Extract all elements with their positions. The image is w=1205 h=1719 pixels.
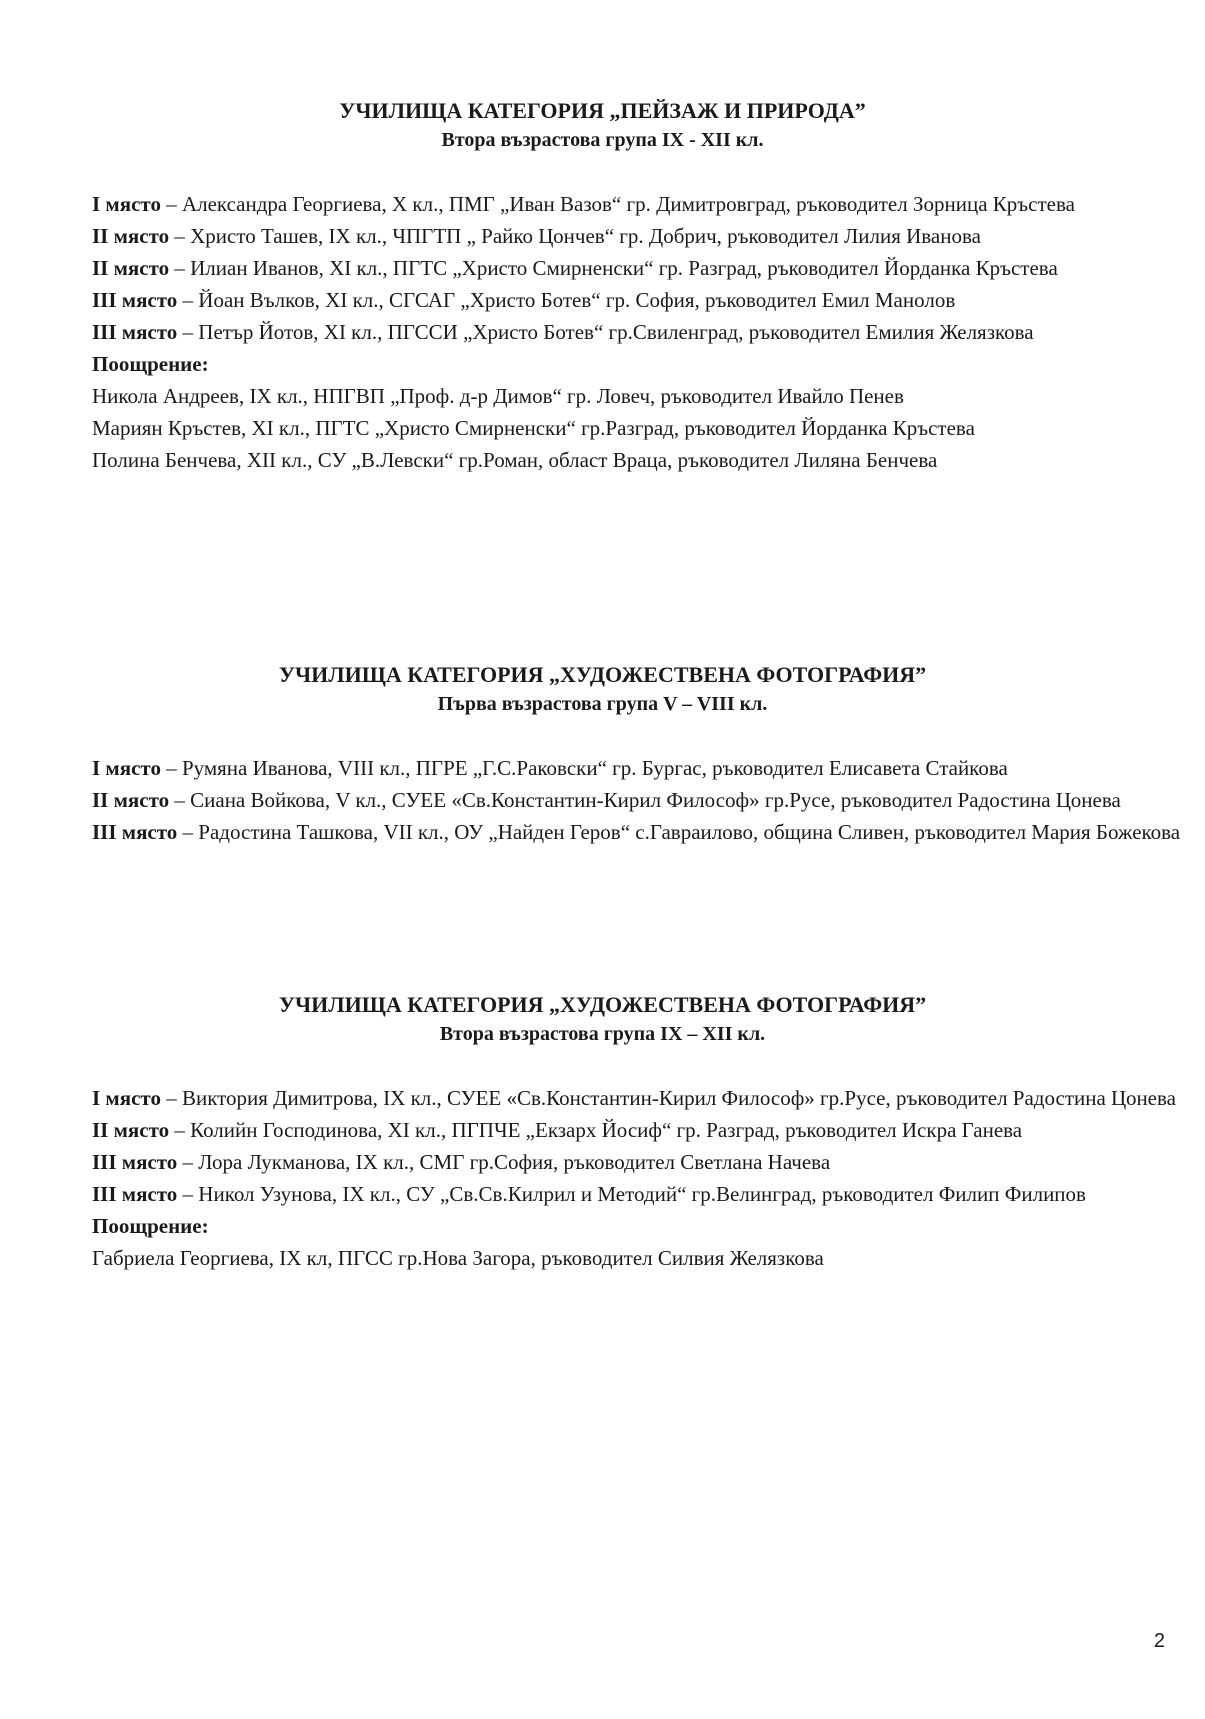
section-heading [0, 96, 1205, 154]
award-text: – Александра Георгиева, X кл., ПМГ „Иван Вазов“ гр. Димитровград, ръководител Зорница Кръстева [160, 192, 1075, 216]
award-entry [92, 1082, 1182, 1114]
award-text: – Лора Лукманова, IX кл., СМГ гр.София, ръководител Светлана Начева [177, 1150, 831, 1174]
award-entry [92, 284, 1182, 316]
section-subtitle: Първа възрастова група V – VIII кл. [437, 693, 768, 715]
award-list [92, 1082, 1182, 1274]
section-art-photography-group2 [0, 990, 1205, 1270]
award-text: – Сиана Войкова, V кл., СУЕЕ «Св.Константин-Кирил Философ» гр.Русе, ръководител Радостина Цонева [169, 788, 1121, 812]
award-entry [92, 220, 1182, 252]
award-text: – Румяна Иванова, VIII кл., ПГРЕ „Г.С.Раковски“ гр. Бургас, ръководител Елисавета Стайкова [160, 756, 1008, 780]
award-place: I място [92, 1086, 161, 1110]
award-list [92, 188, 1182, 476]
award-text: – Никол Узунова, IX кл., СУ „Св.Св.Килрил и Методий“ гр.Велинград, ръководител Филип Филипов [177, 1182, 1086, 1206]
award-place: III място [92, 1182, 178, 1206]
award-text: – Виктория Димитрова, IX кл., СУЕЕ «Св.Константин-Кирил Философ» гр.Русе, ръководител Радостина Цонева [160, 1086, 1176, 1110]
award-place: II място [92, 224, 170, 248]
award-entry [92, 816, 1182, 848]
award-text: – Христо Ташев, IX кл., ЧПГТП „ Райко Цончев“ гр. Добрич, ръководител Лилия Иванова [169, 224, 981, 248]
award-entry [92, 1114, 1182, 1146]
award-text: – Йоан Вълков, XI кл., СГСАГ „Христо Ботев“ гр. София, ръководител Емил Манолов [177, 288, 956, 312]
award-place: I място [92, 192, 161, 216]
award-place: I място [92, 756, 161, 780]
section-title: УЧИЛИЩА КАТЕГОРИЯ „ХУДОЖЕСТВЕНА ФОТОГРАФИЯ” [278, 662, 927, 687]
section-heading [0, 990, 1205, 1048]
encouragement-entry: Мариян Кръстев, XI кл., ПГТС „Христо Смирненски“ гр.Разград, ръководител Йорданка Кръстева [92, 416, 975, 440]
award-place: II място [92, 1118, 170, 1142]
award-place: III място [92, 288, 178, 312]
encouragement-entry: Полина Бенчева, XII кл., СУ „В.Левски“ гр.Роман, област Враца, ръководител Лиляна Бенчева [92, 448, 938, 472]
award-entry [92, 784, 1182, 816]
award-entry [92, 188, 1182, 220]
award-list [92, 752, 1182, 848]
encouragement-label: Поощрение: [92, 352, 209, 376]
award-place: II място [92, 256, 170, 280]
award-place: III място [92, 1150, 178, 1174]
section-title: УЧИЛИЩА КАТЕГОРИЯ „ПЕЙЗАЖ И ПРИРОДА” [339, 98, 866, 123]
award-entry [92, 752, 1182, 784]
award-text: – Петър Йотов, XI кл., ПГССИ „Христо Ботев“ гр.Свиленград, ръководител Емилия Желязкова [177, 320, 1034, 344]
encouragement-label: Поощрение: [92, 1214, 209, 1238]
section-art-photography-group1 [0, 660, 1205, 844]
section-title: УЧИЛИЩА КАТЕГОРИЯ „ХУДОЖЕСТВЕНА ФОТОГРАФИЯ” [278, 992, 927, 1017]
award-entry [92, 1178, 1182, 1210]
encouragement-entry: Никола Андреев, IX кл., НПГВП „Проф. д-р Димов“ гр. Ловеч, ръководител Ивайло Пенев [92, 384, 904, 408]
section-landscape-nature [0, 96, 1205, 472]
award-entry [92, 1146, 1182, 1178]
award-text: – Радостина Ташкова, VII кл., ОУ „Найден Геров“ с.Гавраилово, община Сливен, ръководител Мария Божекова [177, 820, 1181, 844]
section-heading [0, 660, 1205, 718]
page-number: 2 [1153, 1630, 1165, 1652]
award-entry [92, 316, 1182, 348]
award-place: III място [92, 320, 178, 344]
section-subtitle: Втора възрастова група IX – XII кл. [439, 1023, 766, 1045]
award-text: – Илиан Иванов, XI кл., ПГТС „Христо Смирненски“ гр. Разград, ръководител Йорданка Кръстева [169, 256, 1058, 280]
award-text: – Колийн Господинова, XI кл., ПГПЧЕ „Екзарх Йосиф“ гр. Разград, ръководител Искра Ганева [169, 1118, 1023, 1142]
section-subtitle: Втора възрастова група IX - XII кл. [441, 129, 764, 151]
award-entry [92, 252, 1182, 284]
award-place: III място [92, 820, 178, 844]
award-place: II място [92, 788, 170, 812]
encouragement-entry: Габриела Георгиева, IX кл, ПГСС гр.Нова Загора, ръководител Силвия Желязкова [92, 1246, 824, 1270]
